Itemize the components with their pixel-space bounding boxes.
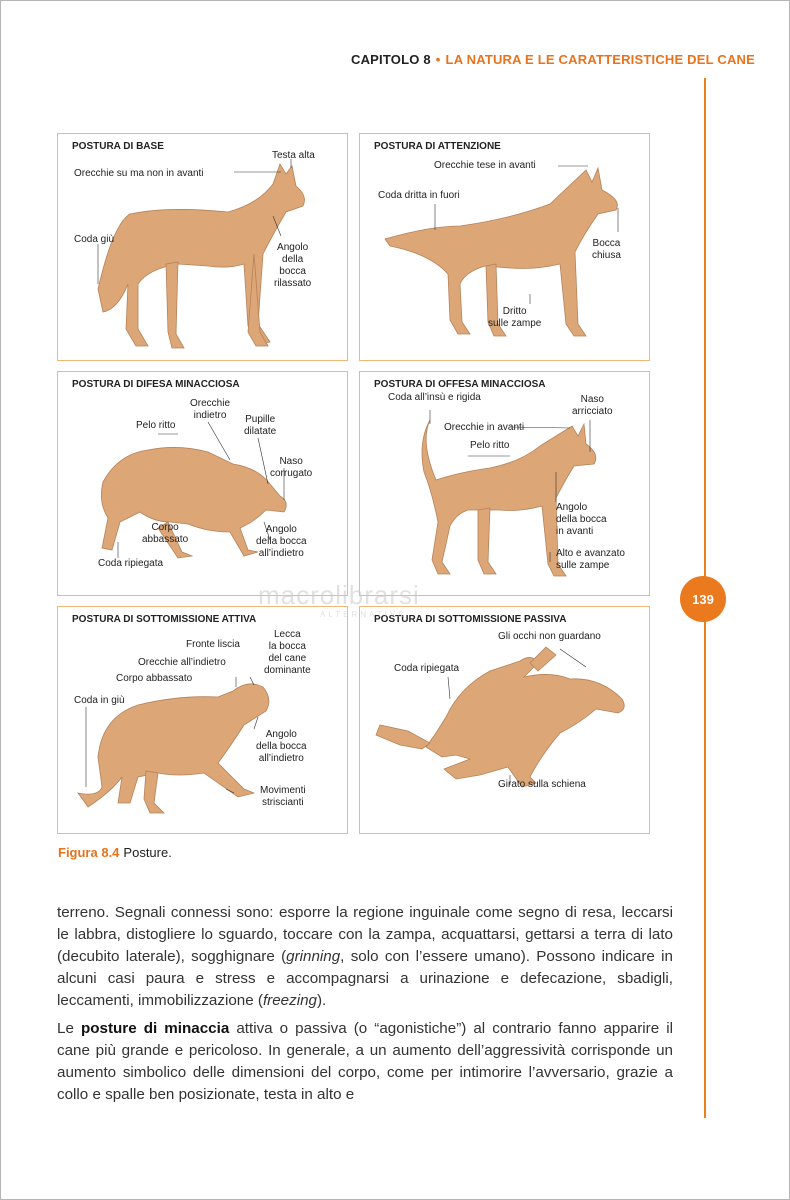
paragraph-text: terreno. Segnali connessi sono: esporre la regione inguinale come segno di resa, leccarsi le labbra, distogliere lo sguardo, toccare con la zampa, acquattarsi, gettarsi a terra di lato (decubito laterale), sogghignare (grinning, solo con l’essere umano). Possono indicare in alcuni casi paura e stress e accompagnarsi a urinazione e defecazione, sbadigli, leccamenti, immobilizzazione (freezing). (57, 904, 673, 1009)
label-orecchie-tese: Orecchie tese in avanti (434, 160, 536, 171)
label-pupille-dilatate: Pupille dilatate (244, 414, 277, 437)
figure-number: Figura 8.4 (58, 845, 120, 860)
panel-title: POSTURA DI SOTTOMISSIONE PASSIVA (374, 614, 567, 625)
panel-title: POSTURA DI ATTENZIONE (374, 141, 501, 152)
label-pelo-ritto: Pelo ritto (136, 420, 176, 431)
panel-title: POSTURA DI SOTTOMISSIONE ATTIVA (72, 614, 257, 625)
panel-postura-offesa (359, 371, 650, 596)
label-movimenti-striscianti: Movimenti striscianti (260, 785, 306, 808)
panel-title: POSTURA DI BASE (72, 141, 164, 152)
body-text (57, 902, 673, 1112)
paragraph-lead: Le (57, 1020, 81, 1037)
chapter-label: CAPITOLO 8 (351, 52, 431, 67)
label-pelo-ritto: Pelo ritto (470, 440, 510, 451)
panel-title: POSTURA DI DIFESA MINACCIOSA (72, 379, 240, 390)
watermark-sub: ALTERNATIVA (320, 610, 406, 619)
label-testa-alta: Testa alta (272, 150, 315, 161)
watermark (258, 580, 420, 619)
label-lecca-bocca: Lecca la bocca del cane dominante (264, 629, 311, 676)
label-angolo-bocca: Angolo della bocca rilassato (274, 242, 312, 289)
header-separator: • (435, 52, 441, 67)
label-angolo-bocca-avanti: Angolo della bocca in avanti (556, 502, 607, 537)
panel-title: POSTURA DI OFFESA MINACCIOSA (374, 379, 546, 390)
figure-caption (58, 845, 172, 860)
label-corpo-abbassato: Corpo abbassato (142, 522, 189, 545)
panel-postura-attenzione (359, 133, 650, 361)
panel-sottomissione-attiva (57, 606, 348, 834)
label-orecchie-indietro: Orecchie indietro (190, 398, 231, 421)
label-dritto-zampe: Dritto sulle zampe (488, 306, 542, 329)
paragraph (57, 1018, 673, 1106)
label-coda-ripiegata: Coda ripiegata (98, 558, 164, 569)
running-header (0, 52, 755, 67)
label-orecchie: Orecchie su ma non in avanti (74, 168, 204, 179)
label-fronte-liscia: Fronte liscia (186, 639, 240, 650)
label-girato-schiena: Girato sulla schiena (498, 779, 586, 790)
label-coda-insu: Coda all’insù e rigida (388, 392, 481, 403)
label-orecchie-indietro: Orecchie all’indietro (138, 657, 226, 668)
label-occhi-non-guardano: Gli occhi non guardano (498, 631, 601, 642)
panel-sottomissione-passiva (359, 606, 650, 834)
label-naso-corrugato: Naso corrugato (270, 456, 313, 479)
chapter-title: LA NATURA E LE CARATTERISTICHE DEL CANE (445, 52, 755, 67)
panel-postura-difesa (57, 371, 348, 596)
paragraph-text: attiva o passiva (o “agonistiche”) al contrario fanno apparire il cane più grande e pericoloso. In generale, a un aumento dell’aggressività corrisponde un aumento simbolico delle dimensioni del corpo, come per intimorire l’avversario, grazie a collo e spalle ben posizionate, testa in alto e (57, 1020, 673, 1103)
panel-postura-base (57, 133, 348, 361)
label-corpo-abbassato: Corpo abbassato (116, 673, 193, 684)
page-number-badge: 139 (680, 576, 726, 622)
paragraph-keyterm: posture di minaccia (80, 1020, 230, 1037)
label-angolo-bocca: Angolo della bocca all’indietro (256, 524, 307, 559)
label-coda-ripiegata: Coda ripiegata (394, 663, 460, 674)
label-naso-arricciato: Naso arricciato (572, 394, 613, 417)
label-orecchie-avanti: Orecchie in avanti (444, 422, 525, 433)
figure-text: Posture. (123, 845, 172, 860)
label-bocca-chiusa: Bocca chiusa (592, 238, 621, 261)
paragraph (57, 902, 673, 1012)
label-angolo-bocca: Angolo della bocca all’indietro (256, 729, 307, 764)
label-alto-avanzato: Alto e avanzato sulle zampe (556, 548, 625, 571)
label-coda-in-giu: Coda in giù (74, 695, 125, 706)
watermark-text: macrolibrarsi (258, 580, 420, 610)
label-coda-giu: Coda giù (74, 234, 115, 245)
label-coda-dritta: Coda dritta in fuori (378, 190, 460, 201)
